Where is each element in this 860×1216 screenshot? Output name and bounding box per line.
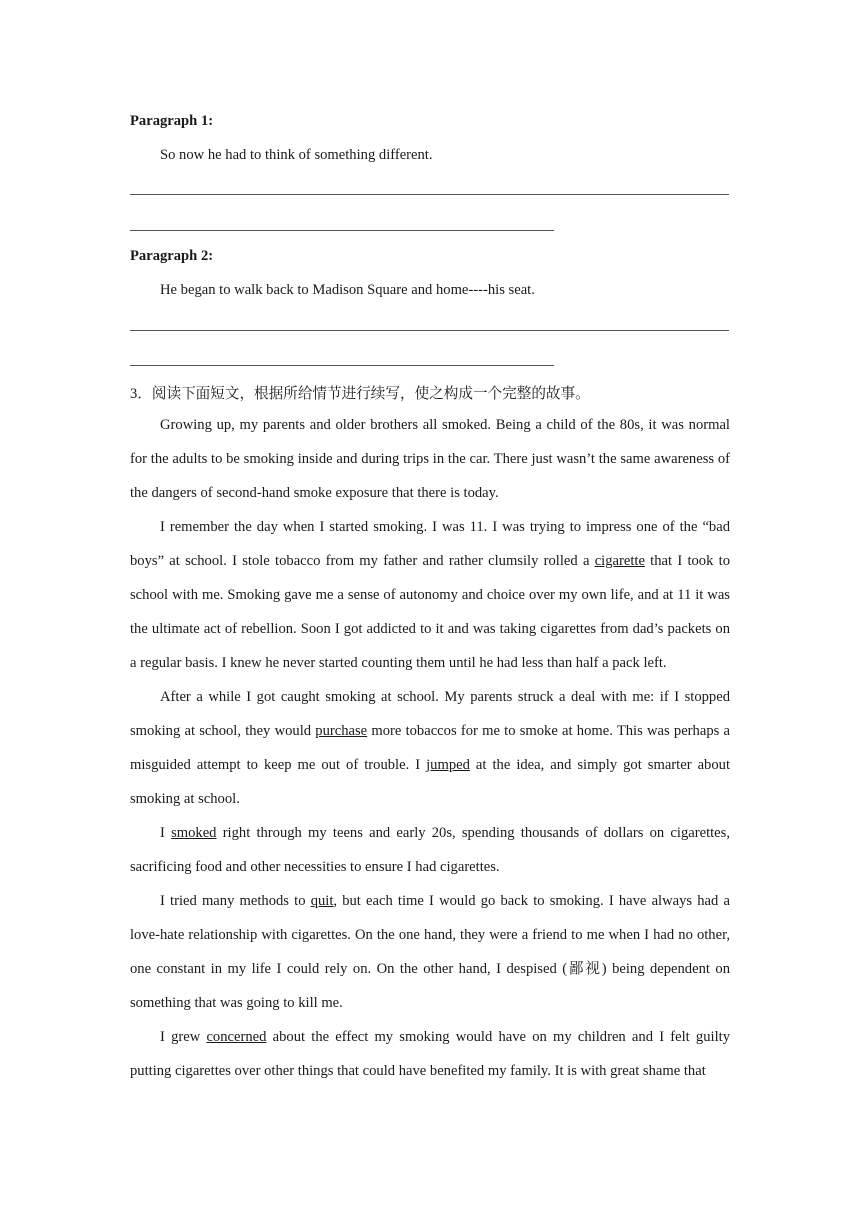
passage-paragraph: After a while I got caught smoking at school. My parents struck a deal with me: if I stopped smoking at school, they would purchase more tobaccos for me to smoke at home. This was perhaps a misguided attempt to keep me out of trouble. I jumped at the idea, and simply got smarter about smoking at school. — [130, 689, 731, 807]
paragraph-2-heading: Paragraph 2: — [130, 248, 214, 264]
answer-line — [130, 330, 729, 331]
underlined-word: smoked — [171, 825, 217, 841]
passage-paragraph: I grew concerned about the effect my smoking would have on my children and I felt guilty putting cigarettes over other things that could have benefited my family. It is with great shame that — [130, 1029, 730, 1079]
paragraph-1-heading: Paragraph 1: — [130, 113, 214, 129]
underlined-word: quit — [310, 893, 334, 909]
underlined-word: jumped — [426, 757, 470, 773]
passage-paragraph: I tried many methods to quit, but each time I would go back to smoking. I have always had a love-hate relationship with cigarettes. On the one hand, they were a friend to me when I had no other, one constant in my life I could rely on. On the other hand, I despised (鄙视) being dependent on something that was going to kill me. — [130, 893, 730, 1011]
passage-paragraph: I smoked right through my teens and early 20s, spending thousands of dollars on cigarettes, sacrificing food and other necessities to ensure I had cigarettes. — [130, 825, 730, 875]
passage — [130, 408, 730, 1088]
underlined-word: cigarette — [594, 553, 645, 569]
answer-line — [130, 365, 554, 366]
answer-line — [130, 230, 554, 231]
passage-paragraph: I remember the day when I started smoking. I was 11. I was trying to impress one of the “bad boys” at school. I stole tobacco from my father and rather clumsily rolled a cigarette that I took to school with me. Smoking gave me a sense of autonomy and choice over my own life, and at 11 it was the ultimate act of rebellion. Soon I got addicted to it and was taking cigarettes from dad’s packets on a regular basis. I knew he never started counting them until he had less than half a pack left. — [130, 519, 730, 671]
underlined-word: concerned — [206, 1029, 267, 1045]
question-3-instruction: 3．阅读下面短文，根据所给情节进行续写，使之构成一个完整的故事。 — [130, 386, 590, 402]
answer-line — [130, 194, 729, 195]
paragraph-1-lead: So now he had to think of something different. — [160, 147, 433, 163]
passage-paragraph: Growing up, my parents and older brothers all smoked. Being a child of the 80s, it was normal for the adults to be smoking inside and during trips in the car. There just wasn’t the same awareness of the dangers of second-hand smoke exposure that there is today. — [130, 417, 730, 501]
underlined-word: purchase — [315, 723, 368, 739]
paragraph-2-lead: He began to walk back to Madison Square and home----his seat. — [160, 282, 535, 298]
